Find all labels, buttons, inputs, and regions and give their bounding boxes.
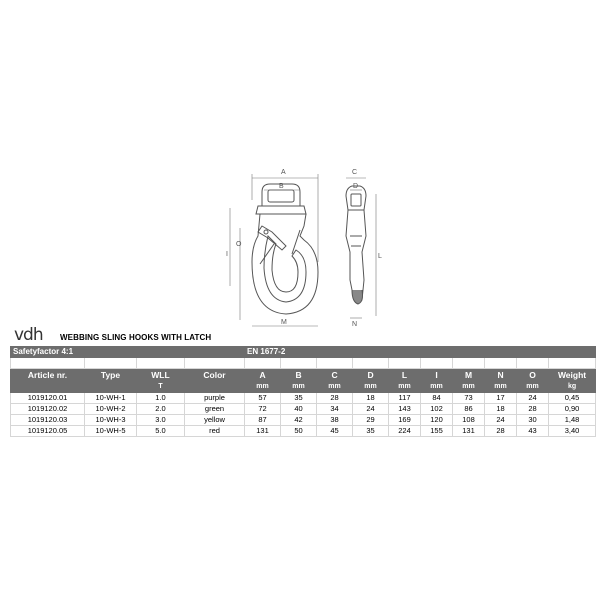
table-cell: 0,45 [549,393,596,404]
table-cell: 5.0 [137,426,185,437]
col-header: C [317,369,353,382]
table-cell: 1019120.05 [11,426,85,437]
table-cell: 108 [453,415,485,426]
vdh-logo [14,324,50,344]
table-cell: green [185,404,245,415]
units-row [11,382,596,393]
table-cell: 35 [353,426,389,437]
col-header: Color [185,369,245,382]
blank-row [11,358,596,369]
dim-label-M: M [281,319,287,326]
col-header: N [485,369,517,382]
table-cell: 155 [421,426,453,437]
col-header: M [453,369,485,382]
table-cell: 0,90 [549,404,596,415]
table-cell: 29 [353,415,389,426]
spec-table [10,346,596,437]
table-cell: yellow [185,415,245,426]
hook-side-view [346,186,366,304]
unit-cell: mm [245,382,281,393]
table-cell: 45 [317,426,353,437]
table-cell: 28 [485,426,517,437]
table-cell: 2.0 [137,404,185,415]
table-cell: 10-WH-1 [85,393,137,404]
table-cell: 72 [245,404,281,415]
table-cell: 3.0 [137,415,185,426]
table-cell: 117 [389,393,421,404]
standard-label: EN 1677-2 [245,347,596,358]
unit-cell: T [137,382,185,393]
hook-front-view [252,184,318,314]
table-cell: 50 [281,426,317,437]
table-cell: 120 [421,415,453,426]
table-cell: 10-WH-3 [85,415,137,426]
unit-cell [85,382,137,393]
table-cell: 1019120.02 [11,404,85,415]
col-header: D [353,369,389,382]
table-cell: 34 [317,404,353,415]
table-cell: 87 [245,415,281,426]
table-cell: 38 [317,415,353,426]
table-row [11,393,596,404]
unit-cell: mm [485,382,517,393]
table-cell: 40 [281,404,317,415]
dim-label-D: D [353,183,359,190]
table-cell: 84 [421,393,453,404]
table-cell: 24 [353,404,389,415]
table-cell: purple [185,393,245,404]
table-cell: 35 [281,393,317,404]
table-cell: 28 [317,393,353,404]
table-cell: 10-WH-2 [85,404,137,415]
table-cell: 1,48 [549,415,596,426]
header-row [11,369,596,382]
col-header: Type [85,369,137,382]
table-cell: 57 [245,393,281,404]
unit-cell: mm [389,382,421,393]
table-cell: 224 [389,426,421,437]
product-title: WEBBING SLING HOOKS WITH LATCH [60,333,212,342]
dim-label-B: B [279,183,284,190]
table-cell: 1019120.01 [11,393,85,404]
col-header: Article nr. [11,369,85,382]
table-cell: 73 [453,393,485,404]
unit-cell: mm [453,382,485,393]
table-cell: 1019120.03 [11,415,85,426]
table-cell: 24 [485,415,517,426]
table-cell: 28 [517,404,549,415]
dim-label-I: I [226,251,228,258]
table-cell: 169 [389,415,421,426]
dim-label-A: A [281,169,286,176]
table-cell: 102 [421,404,453,415]
table-cell: 86 [453,404,485,415]
table-cell: 131 [453,426,485,437]
unit-cell [185,382,245,393]
safety-label: Safetyfactor 4:1 [11,347,245,358]
table-cell: 42 [281,415,317,426]
svg-text:vdh: vdh [14,325,43,344]
dim-label-N: N [352,321,358,328]
table-cell: red [185,426,245,437]
table-cell: 10-WH-5 [85,426,137,437]
table-cell: 24 [517,393,549,404]
unit-cell: mm [281,382,317,393]
col-header: O [517,369,549,382]
table-cell: 131 [245,426,281,437]
unit-cell: mm [353,382,389,393]
table-cell: 30 [517,415,549,426]
table-cell: 43 [517,426,549,437]
table-cell: 3,40 [549,426,596,437]
table-cell: 143 [389,404,421,415]
safety-row [11,347,596,358]
table-cell: 18 [353,393,389,404]
table-cell: 18 [485,404,517,415]
col-header: A [245,369,281,382]
unit-cell: kg [549,382,596,393]
unit-cell: mm [317,382,353,393]
table-cell: 17 [485,393,517,404]
unit-cell [11,382,85,393]
col-header: B [281,369,317,382]
col-header: I [421,369,453,382]
unit-cell: mm [517,382,549,393]
dim-label-O: O [236,241,242,248]
col-header: L [389,369,421,382]
table-row [11,404,596,415]
table-body [11,393,596,437]
col-header: WLL [137,369,185,382]
table-cell: 1.0 [137,393,185,404]
table-row [11,426,596,437]
dim-label-L: L [378,253,382,260]
unit-cell: mm [421,382,453,393]
table-row [11,415,596,426]
col-header: Weight [549,369,596,382]
dim-label-C: C [352,169,358,176]
